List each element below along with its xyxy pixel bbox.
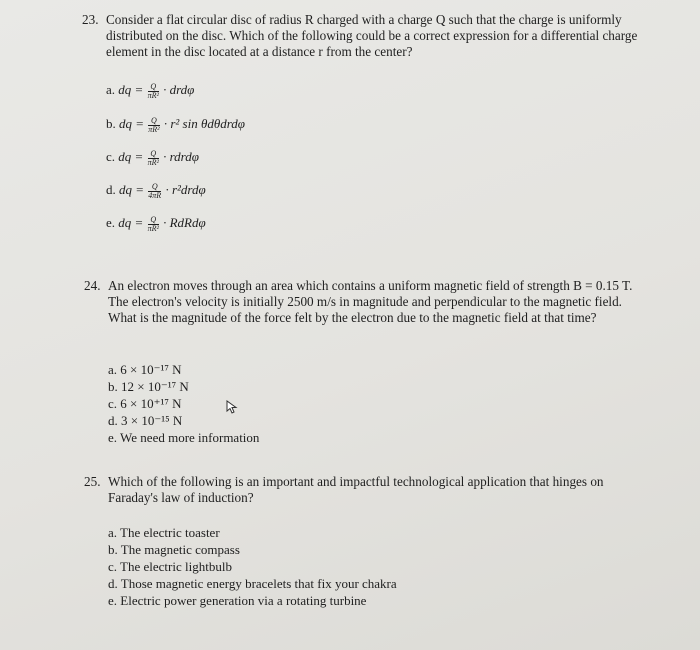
option-23d[interactable] (106, 182, 206, 200)
option-24c[interactable] (108, 396, 182, 412)
option-letter: b. (108, 542, 118, 557)
option-fraction (148, 216, 159, 233)
fraction-numerator: Q (148, 150, 159, 159)
option-text: 12 × 10⁻¹⁷ N (121, 379, 189, 394)
option-letter: b. (108, 379, 118, 394)
option-letter: e. (108, 430, 118, 445)
option-letter: d. (108, 576, 118, 591)
option-text: Electric power generation via a rotating turbine (120, 593, 367, 608)
option-25d[interactable] (108, 576, 397, 592)
option-letter: d. (108, 413, 118, 428)
option-letter: b. (106, 116, 116, 131)
option-lhs: dq = (119, 116, 145, 131)
option-lhs: dq = (118, 82, 144, 97)
option-24d[interactable] (108, 413, 182, 429)
fraction-numerator: Q (148, 83, 159, 92)
option-fraction (148, 117, 159, 134)
option-fraction (148, 183, 161, 200)
option-text: 3 × 10⁻¹⁵ N (121, 413, 183, 428)
option-text: 6 × 10⁻¹⁷ N (120, 362, 182, 377)
fraction-numerator: Q (148, 117, 159, 126)
option-fraction (148, 83, 159, 100)
option-25e[interactable] (108, 593, 366, 609)
question-number: 24. (84, 278, 101, 293)
question-23 (82, 12, 642, 60)
question-text: Consider a flat circular disc of radius R charged with a charge Q such that the charge is uniformly distributed on the disc. Which of the following could be a correct expression for a differential charge element in the disc located at a distance r from the center? (106, 12, 638, 59)
option-letter: c. (108, 559, 118, 574)
option-letter: e. (108, 593, 118, 608)
option-text: We need more information (120, 430, 260, 445)
fraction-denominator: πR² (147, 90, 159, 100)
mouse-pointer-icon (226, 400, 238, 414)
option-text: 6 × 10⁺¹⁷ N (120, 396, 182, 411)
option-25c[interactable] (108, 559, 232, 575)
option-rhs: · RdRdφ (163, 215, 206, 230)
fraction-denominator: 4πR (148, 190, 162, 200)
option-rhs: · drdφ (163, 82, 195, 97)
option-letter: c. (106, 149, 116, 164)
option-24e[interactable] (108, 430, 259, 446)
option-text: The electric toaster (120, 525, 220, 540)
fraction-denominator: πR² (147, 157, 159, 167)
question-text: Which of the following is an important and impactful technological application that hinges on Faraday's law of induction? (108, 474, 604, 505)
question-24 (84, 278, 640, 326)
option-25b[interactable] (108, 542, 240, 558)
question-number: 25. (84, 474, 101, 489)
option-letter: e. (106, 215, 116, 230)
option-25a[interactable] (108, 525, 220, 541)
option-lhs: dq = (119, 182, 145, 197)
option-24b[interactable] (108, 379, 189, 395)
question-number: 23. (82, 12, 99, 27)
option-letter: a. (108, 362, 118, 377)
option-lhs: dq = (118, 215, 144, 230)
option-23c[interactable] (106, 149, 199, 167)
fraction-numerator: Q (148, 216, 159, 225)
option-fraction (148, 150, 159, 167)
option-letter: c. (108, 396, 118, 411)
option-23e[interactable] (106, 215, 206, 233)
option-letter: a. (106, 82, 116, 97)
fraction-denominator: πR² (148, 124, 160, 134)
question-text: An electron moves through an area which contains a uniform magnetic field of strength B = 0.15 T. The electron's velocity is initially 2500 m/s in magnitude and perpendicular to the magnetic field. What is the magnitude of the force felt by the electron due to the magnetic field at that time? (108, 278, 633, 325)
option-23b[interactable] (106, 116, 245, 134)
question-25 (84, 474, 640, 506)
option-23a[interactable] (106, 82, 194, 100)
option-text: The magnetic compass (120, 542, 240, 557)
fraction-denominator: πR² (147, 223, 159, 233)
option-24a[interactable] (108, 362, 182, 378)
option-letter: a. (108, 525, 118, 540)
option-text: The electric lightbulb (120, 559, 232, 574)
option-rhs: · rdrdφ (163, 149, 199, 164)
fraction-numerator: Q (148, 183, 161, 192)
option-text: Those magnetic energy bracelets that fix your chakra (120, 576, 397, 591)
option-rhs: · r²drdφ (165, 182, 206, 197)
option-rhs: · r² sin θdθdrdφ (163, 116, 245, 131)
option-lhs: dq = (118, 149, 144, 164)
option-letter: d. (106, 182, 116, 197)
